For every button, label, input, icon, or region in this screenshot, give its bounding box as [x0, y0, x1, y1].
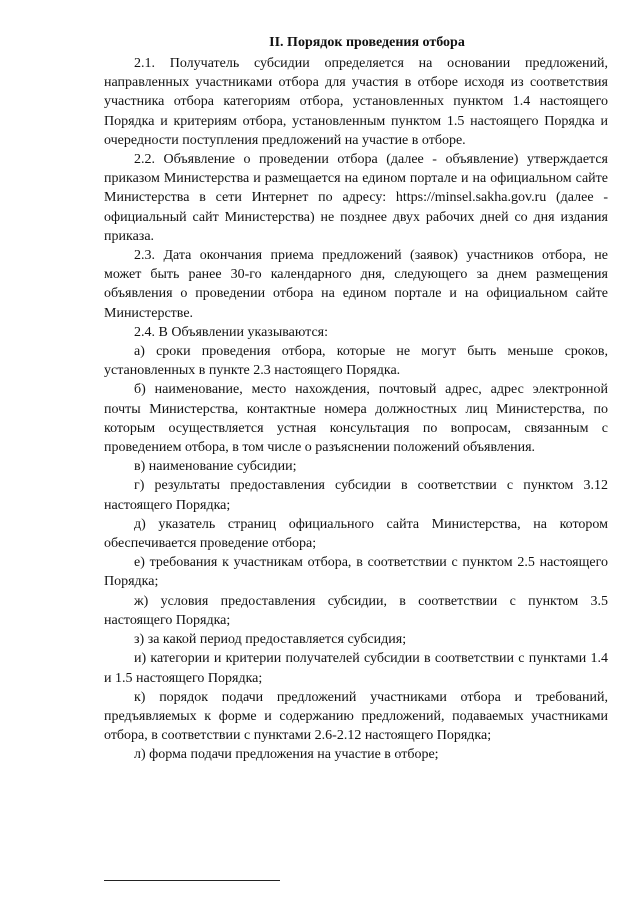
list-item-b: б) наименование, место нахождения, почтовый адрес, адрес электронной почты Министерства, контактные номера должностных лиц Министерства, по которым осуществляется устная консультация по вопросам, связанным с проведением отбора, в том числе о разъяснении положений объявления.: [104, 382, 608, 456]
paragraph-2-2: 2.2. Объявление о проведении отбора (далее - объявление) утверждается приказом Министерства и размещается на едином портале и на официальном сайте Министерства в сети Интернет по адресу: https://minsel.sakha.gov.ru (далее - официальный сайт Министерства) не позднее двух рабочих дней со дня издания приказа.: [104, 152, 608, 244]
paragraph-2-4: 2.4. В Объявлении указываются:: [134, 324, 328, 340]
list-item-d: д) указатель страниц официального сайта Министерства, на котором обеспечивается проведение отбора;: [104, 516, 608, 552]
list-item-k: к) порядок подачи предложений участниками отбора и требований, предъявляемых к форме и содержанию предложений, подаваемых участниками отбора, в соответствии с пунктами 2.6-2.12 настоящего Порядка;: [104, 689, 608, 744]
list-item-v: в) наименование субсидии;: [134, 459, 297, 475]
list-item-zh: ж) условия предоставления субсидии, в соответствии с пунктом 3.5 настоящего Порядка;: [104, 593, 608, 628]
document-page: [104, 33, 608, 765]
paragraph-2-3: 2.3. Дата окончания приема предложений (заявок) участников отбора, не может быть ранее 30-го календарного дня, следующего за днем размещения объявления о проведении отбора на едином портале и на официальном сайте Министерстве.: [104, 248, 608, 321]
list-item-a: а) сроки проведения отбора, которые не могут быть меньше сроков, установленных в пункте 2.3 настоящего Порядка.: [104, 344, 608, 379]
list-item-e: е) требования к участникам отбора, в соответствии с пунктом 2.5 настоящего Порядка;: [104, 555, 608, 590]
list-item-z: з) за какой период предоставляется субсидия;: [134, 632, 407, 648]
paragraph-2-1: 2.1. Получатель субсидии определяется на основании предложений, направленных участниками отбора для участия в отборе исходя из соответствия участника отбора категориям отбора, установленных пунктом 1.4 настоящего Порядка и критериям отбора, установленным пунктом 1.5 настоящего Порядка и очередности поступления предложений на участие в отборе.: [104, 56, 608, 148]
list-item-i: и) категории и критерии получателей субсидии в соответствии с пунктами 1.4 и 1.5 настоящего Порядка;: [104, 651, 608, 686]
footnote-separator-line: [104, 880, 280, 881]
list-item-l: л) форма подачи предложения на участие в отборе;: [134, 747, 439, 763]
section-title: II. Порядок проведения отбора: [269, 35, 465, 50]
list-item-g: г) результаты предоставления субсидии в соответствии с пунктом 3.12 настоящего Порядка;: [104, 478, 608, 513]
